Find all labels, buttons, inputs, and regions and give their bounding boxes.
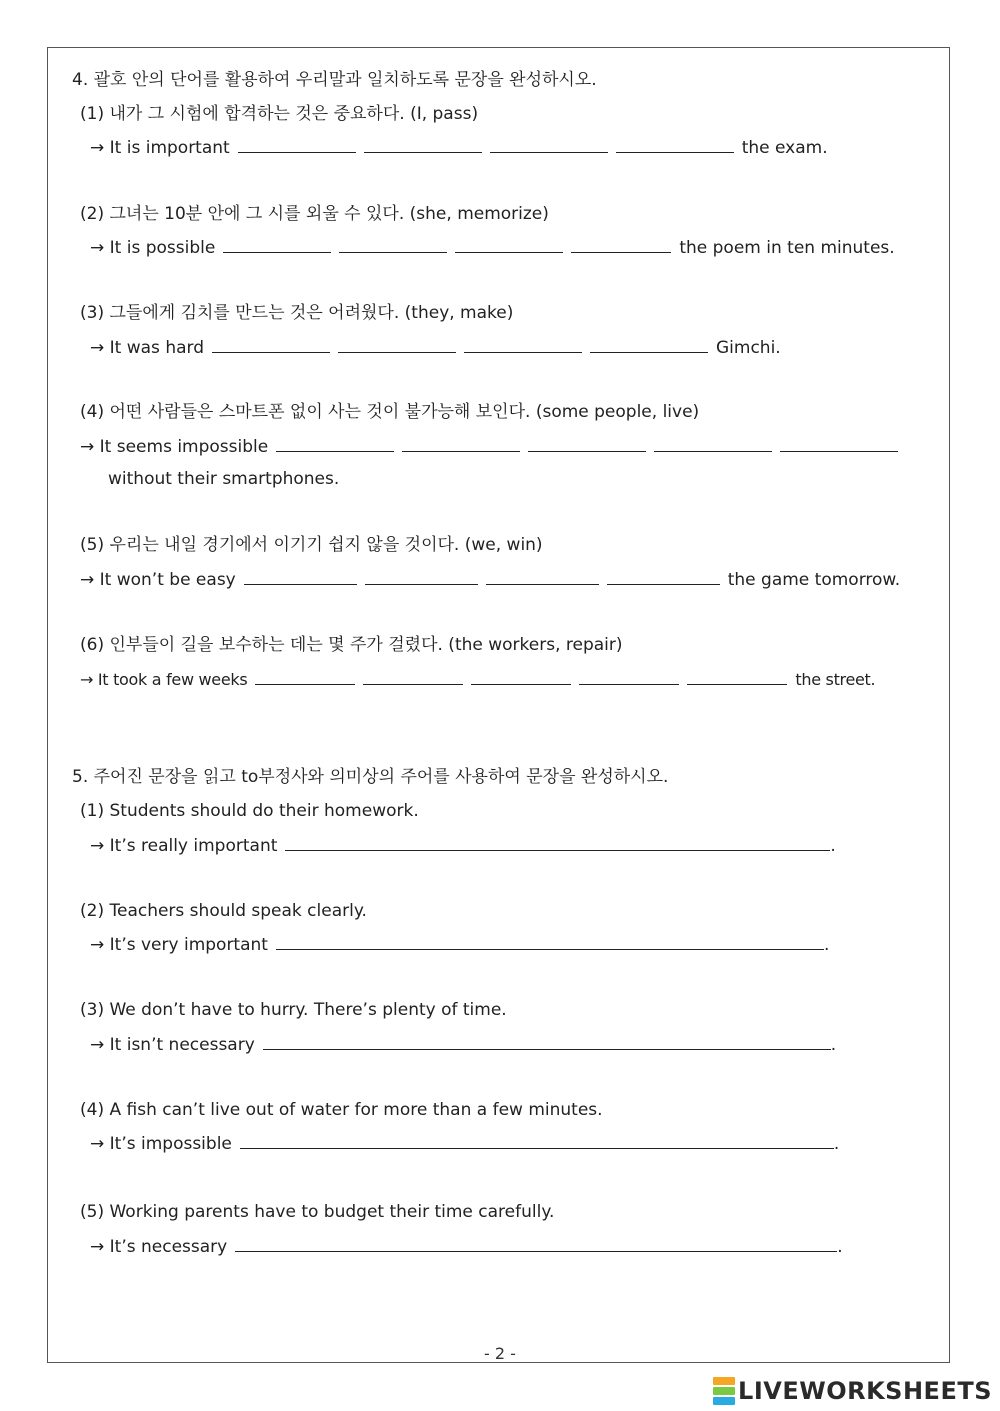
s5-q3-answer: → It isn’t necessary .	[90, 1035, 837, 1055]
s5-q3-prompt: (3) We don’t have to hurry. There’s plenty of time.	[80, 1000, 507, 1020]
answer-blank[interactable]	[471, 668, 571, 685]
page-number: - 2 -	[484, 1344, 516, 1363]
s4-q1-answer: → It is important the exam.	[90, 138, 828, 158]
s4-q4-answer: → It seems impossible	[80, 435, 898, 458]
answer-blank[interactable]	[338, 336, 456, 353]
s4-q3-prompt: (3) 그들에게 김치를 만드는 것은 어려웠다. (they, make)	[80, 303, 514, 323]
s5-q2-prompt: (2) Teachers should speak clearly.	[80, 901, 367, 921]
section4-title: 4. 괄호 안의 단어를 활용하여 우리말과 일치하도록 문장을 완성하시오.	[72, 70, 597, 90]
s5-q2-answer: → It’s very important .	[90, 935, 830, 955]
answer-blank[interactable]	[365, 568, 478, 585]
liveworksheets-logo	[713, 1376, 992, 1406]
s4-q4-answer-end: without their smartphones.	[108, 469, 340, 489]
logo-icon	[713, 1377, 735, 1405]
s4-q5-prompt: (5) 우리는 내일 경기에서 이기기 쉽지 않을 것이다. (we, win)	[80, 535, 543, 555]
s5-q4-prompt: (4) A fish can’t live out of water for more than a few minutes.	[80, 1100, 603, 1120]
answer-blank[interactable]	[255, 668, 355, 685]
s4-q1-prompt: (1) 내가 그 시험에 합격하는 것은 중요하다. (I, pass)	[80, 104, 479, 124]
s4-q2-answer: → It is possible the poem in ten minutes.	[90, 238, 895, 258]
answer-blank[interactable]	[571, 236, 671, 253]
answer-blank[interactable]	[464, 336, 582, 353]
answer-blank[interactable]	[687, 668, 787, 685]
s5-q1-answer: → It’s really important .	[90, 836, 836, 856]
s4-q5-answer: → It won’t be easy the game tomorrow.	[80, 570, 901, 590]
s4-q2-prompt: (2) 그녀는 10분 안에 그 시를 외울 수 있다. (she, memorize)	[80, 204, 549, 224]
answer-blank[interactable]	[402, 435, 520, 452]
answer-line[interactable]	[240, 1132, 834, 1149]
answer-blank[interactable]	[579, 668, 679, 685]
s4-q3-answer: → It was hard Gimchi.	[90, 338, 781, 358]
answer-blank[interactable]	[616, 136, 734, 153]
s4-q4-prompt: (4) 어떤 사람들은 스마트폰 없이 사는 것이 불가능해 보인다. (some people, live)	[80, 402, 700, 422]
answer-line[interactable]	[263, 1033, 831, 1050]
answer-blank[interactable]	[654, 435, 772, 452]
answer-blank[interactable]	[486, 568, 599, 585]
answer-blank[interactable]	[780, 435, 898, 452]
answer-blank[interactable]	[244, 568, 357, 585]
answer-blank[interactable]	[223, 236, 331, 253]
s5-q1-prompt: (1) Students should do their homework.	[80, 801, 419, 821]
answer-blank[interactable]	[590, 336, 708, 353]
s4-q6-answer: → It took a few weeks the street.	[80, 670, 876, 689]
answer-blank[interactable]	[364, 136, 482, 153]
answer-line[interactable]	[285, 834, 830, 851]
answer-line[interactable]	[276, 933, 824, 950]
answer-blank[interactable]	[455, 236, 563, 253]
s5-q5-answer: → It’s necessary .	[90, 1237, 843, 1257]
answer-blank[interactable]	[490, 136, 608, 153]
logo-text: LIVEWORKSHEETS	[738, 1377, 992, 1405]
s4-q6-prompt: (6) 인부들이 길을 보수하는 데는 몇 주가 걸렸다. (the workers, repair)	[80, 635, 623, 655]
s5-q4-answer: → It’s impossible .	[90, 1134, 840, 1154]
answer-blank[interactable]	[339, 236, 447, 253]
answer-blank[interactable]	[238, 136, 356, 153]
answer-line[interactable]	[235, 1235, 837, 1252]
answer-blank[interactable]	[528, 435, 646, 452]
answer-blank[interactable]	[276, 435, 394, 452]
section5-title: 5. 주어진 문장을 읽고 to부정사와 의미상의 주어를 사용하여 문장을 완성하시오.	[72, 767, 669, 787]
answer-blank[interactable]	[212, 336, 330, 353]
answer-blank[interactable]	[607, 568, 720, 585]
answer-blank[interactable]	[363, 668, 463, 685]
s5-q5-prompt: (5) Working parents have to budget their time carefully.	[80, 1202, 555, 1222]
